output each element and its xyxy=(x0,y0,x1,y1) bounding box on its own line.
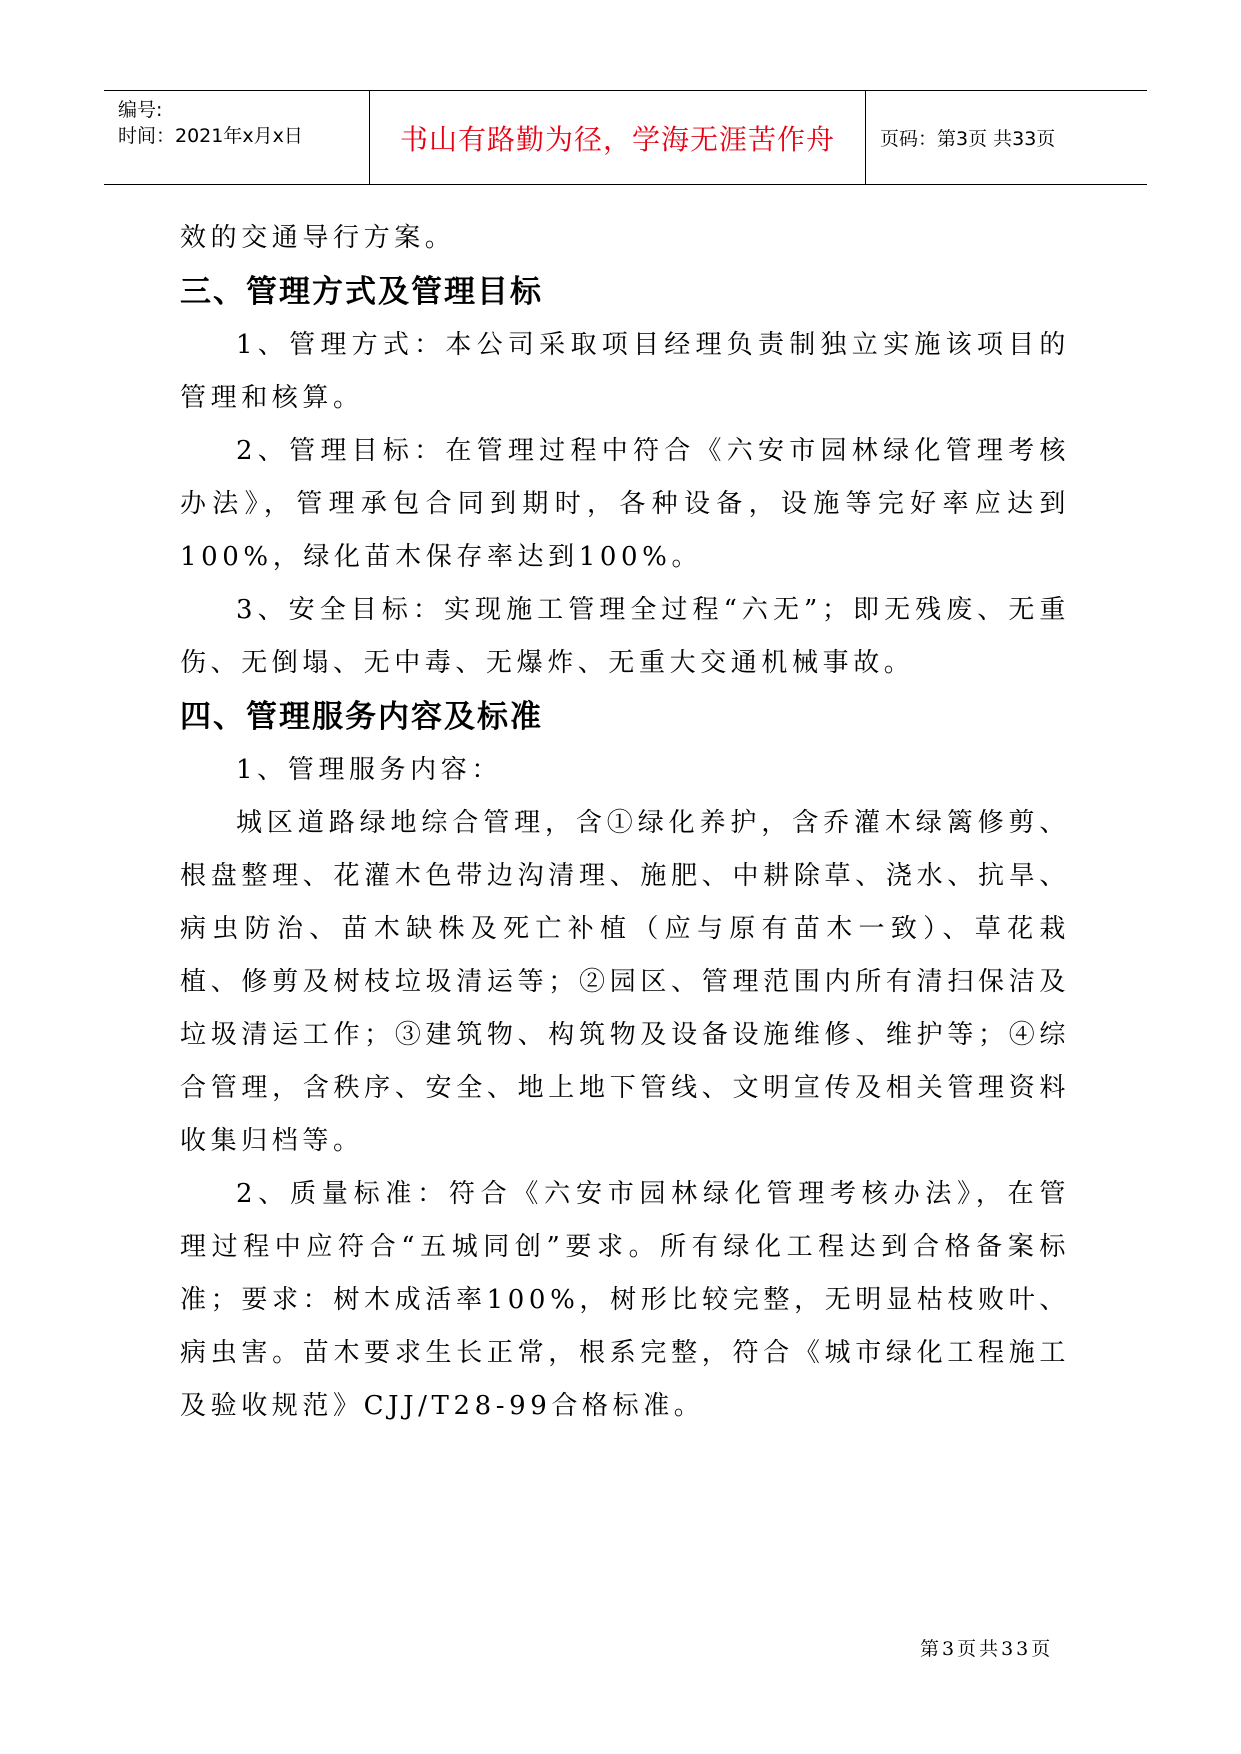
header-meta-cell xyxy=(104,91,369,184)
header-page-cell xyxy=(866,91,1147,184)
paragraph-management-goal: 2、管理目标：在管理过程中符合《六安市园林绿化管理考核办法》，管理承包合同到期时，各种设备，设施等完好率应达到100%，绿化苗木保存率达到100%。 xyxy=(180,436,1070,572)
paragraph-service-content-title: 1、管理服务内容： xyxy=(236,755,502,785)
section-heading-3: 三、管理方式及管理目标 xyxy=(180,274,543,310)
document-number-label: 编号: xyxy=(118,99,163,121)
header-page-info: 页码：第3页 共33页 xyxy=(880,128,1056,150)
paragraph-safety-goal: 3、安全目标：实现施工管理全过程“六无”；即无残废、无重伤、无倒塌、无中毒、无爆炸、无重大交通机械事故。 xyxy=(180,595,1070,678)
document-body xyxy=(180,212,1070,1433)
paragraph-quality-standard: 2、质量标准：符合《六安市园林绿化管理考核办法》，在管理过程中应符合“五城同创”要求。所有绿化工程达到合格备案标准；要求：树木成活率100%，树形比较完整，无明显枯枝败叶、病虫害。苗木要求生长正常，根系完整，符合《城市绿化工程施工及验收规范》CJJ/T28-99合格标准。 xyxy=(180,1179,1070,1421)
page-header xyxy=(104,90,1147,185)
document-time-label: 时间：2021年x月x日 xyxy=(118,125,303,147)
paragraph-management-method: 1、管理方式：本公司采取项目经理负责制独立实施该项目的管理和核算。 xyxy=(180,330,1070,413)
paragraph-continued: 效的交通导行方案。 xyxy=(180,223,456,253)
header-motto-cell xyxy=(369,91,866,184)
header-motto: 书山有路勤为径，学海无涯苦作舟 xyxy=(399,122,835,156)
page-footer: 第3页共33页 xyxy=(920,1638,1054,1660)
paragraph-service-content: 城区道路绿地综合管理，含①绿化养护，含乔灌木绿篱修剪、根盘整理、花灌木色带边沟清理、施肥、中耕除草、浇水、抗旱、病虫防治、苗木缺株及死亡补植（应与原有苗木一致）、草花栽植、修剪及树枝垃圾清运等；②园区、管理范围内所有清扫保洁及垃圾清运工作；③建筑物、构筑物及设备设施维修、维护等；④综合管理，含秩序、安全、地上地下管线、文明宣传及相关管理资料收集归档等。 xyxy=(180,808,1070,1156)
section-heading-4: 四、管理服务内容及标准 xyxy=(180,699,543,735)
